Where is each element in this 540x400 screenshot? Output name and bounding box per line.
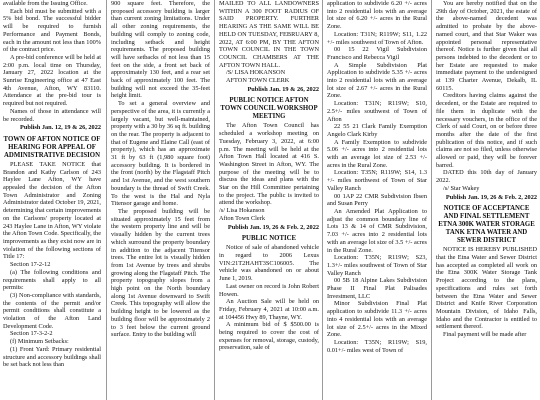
body-text: A minimum bid of $ $500.00 is being required to cover the cost of expenses for removal, storage, custody, preservation, sale of bbox=[219, 321, 319, 352]
column-4 bbox=[327, 0, 427, 400]
body-text: A Family Exemption to subdivide 5.06 +/- acres into 2 residential lots with an average lot size of 2.53 +/- acres in the Rural Zone. bbox=[327, 138, 427, 169]
column-2 bbox=[111, 0, 210, 400]
body-text: application to subdivide 6.20 +/- acres into 2 residential lots with an average lot size of 6.20 +/- acres in the Rural Zone. bbox=[327, 0, 427, 31]
body-text: Last owner on record is John Robert Howen. bbox=[219, 282, 319, 298]
body-text: 00 15 22 Vigil Subdivision Francisco and Rebecca Vigil bbox=[327, 46, 427, 61]
body-text: Final payment will be made after bbox=[443, 331, 527, 339]
body-text: 00 1AP 22 CMR Subdivision Ibsen and Susan Perry bbox=[327, 192, 427, 208]
body-text: Section 17-2-12 bbox=[10, 261, 51, 269]
body-text: The Afton Town Council has scheduled a workshop meeting on Tuesday, February 3, 2022, at 6:00 p.m. The meeting will be held at the Afton Town Hall located at 416 S. Washington Street in Afton, WY. The purpose of the meeting will be to discuss the ideas and plans with the Star on the Hill Committee pertaining to the project. The public is invited to attend the workshop. bbox=[219, 122, 319, 207]
signature-line: AFTON TOWN CLERK bbox=[226, 77, 290, 85]
body-text: (1) Front Yard: Primary residential structure and accessory buildings shall be set back not less than bbox=[3, 345, 101, 369]
publish-line: Publish Jan. 19 & 26, 2022 bbox=[247, 85, 319, 93]
notice-heading: PUBLIC NOTICE AFTON TOWN COUNCIL WORKSHOP MEETING bbox=[220, 97, 318, 121]
body-text: A pre-bid conference will be held at 2:00 p.m. local time on Thursday, January 27, 2022 location at the Sunrise Engineering office at 47 East 4th Avenue, Afton, WY 83110. Attendance at the pre-bid tour is required but not required. bbox=[3, 53, 101, 108]
body-text: A Simple Subdivision Plat Application to subdivide 5.35 +/- acres into 2 residential lots with an average lot size of 2.67 +/- acres in the Rural Zone. bbox=[327, 61, 427, 100]
column-1 bbox=[3, 0, 101, 400]
body-text: Location: T31N; R119W; S11, 1.22 +/- miles southwest of Town of Afton. bbox=[327, 30, 427, 46]
body-text: To set a general overview and perspective of the area, it is currently a largely vacant, but well-maintained, property with a 30 by 36 sq ft. building on the rear. The property is adjacent to that of Eugene and Elaine Call (east of property), which has an approximate 31 ft by 63 ft (1,980 square foot) accessory building. It is bordered in the front (north) by the Flagstaff Pitch and 1st Avenue, and the west southern boundary is the thread of Swift Creek. To the west is the Hal and Nyla Titensor garage and home. bbox=[111, 100, 210, 208]
body-text: PLEASE TAKE NOTICE that Brandon and Kathy Carlson of 243 Haylee Lane Afton, WY have appealed the decision of the Afton Town Administrator and Zoning Administrator dated October 19, 2021, determining that certain improvements on the Carlsons' property located at 243 Haylee Lane in Afton, WY violate the Afton Town Code. Specifically, the improvements as they exist now are in violation of the following sections of Title 17: bbox=[3, 160, 101, 261]
publish-line: Publish Jan. 12, 19 & 26, 2022 bbox=[20, 124, 101, 132]
column-divider bbox=[322, 0, 323, 400]
body-text: Location: T35N; R119W; S23, 1.3+/- miles southwest of Town of Star Valley Ranch bbox=[327, 254, 427, 277]
body-text: NOTICE IS HEREBY PUBLISHED that the Etna Water and Sewer District has accepted as completed all work on the Etna 300K Water Storage Tank Project according to the plans, specifications and rules set forth between the Etna Water and Sewer District and Knife River Corporation Mountain Division, of Idaho Falls, Idaho and the Contractor is entitled to settlement thereof. bbox=[436, 246, 537, 331]
body-text: Each bid must be submitted with a 5% bid bond. The successful bidder will be required to furnish Performance and Payment Bonds, each in the amount not less than 100% of the contract price. bbox=[3, 7, 101, 54]
body-text: (f) Minimum Setbacks: bbox=[10, 338, 69, 346]
body-text: available from the Issuing Office. bbox=[3, 0, 88, 7]
body-text: 900 square feet. Therefore, the proposed accessory building is larger than current zoning limitations. Under all other zoning requirements, the building will comply to zoning code, including setback and height requirements. The proposed building will have setbacks of not less than 15 feet on the side, a front set back of approximately 130 feet, and a rear set back of approximately 100 feet. The building will not exceed the 35-feet height limit. bbox=[111, 0, 210, 100]
notice-heading: NOTICE OF ACCEPTANCE AND FINAL SETTLEMENT ETNA 300K WATER STORAGE TANK ETNA WATER AND SEWER DISTRICT bbox=[438, 205, 535, 245]
body-text: (3) Non-compliance with standards, the contents of the permit and/or permit conditions shall constitute a violation of the Afton Land Development Code. bbox=[3, 291, 101, 330]
body-text: Location: T35N; R119W; S19, 0.01+/- miles west of Town of bbox=[327, 338, 427, 354]
body-text: DATED this 10th day of January 2022. bbox=[436, 169, 537, 185]
body-text: Notice of sale of abandoned vehicle in regard to 2006 Lexus VIN:21T2HAHT3SC106005. The vehicle was abandoned on or about June 1, 2019. bbox=[219, 244, 319, 283]
body-text: An Auction Sale will be held on Friday, February 4, 2021 at 10:00 a.m. at 104456 Hwy 89, Thayne, WY. bbox=[219, 298, 319, 321]
column-divider bbox=[214, 0, 215, 400]
body-text: Location: T31N; R119W; S10, 2.5+/- miles southwest of Town of Afton bbox=[327, 100, 427, 123]
signature-line: Afton Town Clerk bbox=[219, 214, 265, 222]
body-text: Minor Subdivision Final Plat application to subdivide 11.3 +/- acres into 4 residential lots with an average lot size of 2.5+/- acres in the Mixed Zone. bbox=[327, 300, 427, 339]
column-divider bbox=[106, 0, 107, 400]
column-5 bbox=[436, 0, 537, 400]
notice-heading: TOWN OF AFTON NOTICE OF HEARING FOR APPEAL OF ADMINISTRATIVE DECISION bbox=[3, 135, 101, 159]
body-text: 22 55 21 Clark Family Exemption Angelo Clark Kirby bbox=[327, 123, 427, 138]
column-divider bbox=[431, 0, 432, 400]
column-3 bbox=[219, 0, 319, 400]
body-text: Section 17-3-2-2 bbox=[10, 330, 53, 338]
signature-line: /S/ LISA HOKANSON bbox=[226, 69, 286, 77]
body-text: Location: T35N; R119W; S14, 1.3 +/- miles northwest of Town of Star Valley Ranch bbox=[327, 169, 427, 192]
notice-heading: PUBLIC NOTICE bbox=[241, 235, 297, 243]
body-text: You are hereby notified that on the 29th day of October, 2021, the estate of the above-named decedent was admitted to probate by the above-named court, and that Star Waker was appointed personal representative thereof. Notice is further given that all persons indebted to the decedent or to her Estate are requested to make immediate payment to the undersigned at 139 Charter Avenue, Dekalb, IL 60115. bbox=[436, 0, 537, 92]
body-text: The proposed building will be situated approximately 15 feet from the western property line and will be visually hidden by the current trees which surround the property boundary in addition to the adjacent Titensor trees. The entire lot is visually hidden from 1st Avenue by trees and shrubs growing along the Flagstaff Pitch. The property topography slopes from a high point on the North boundary along 1st Avenue downward to Swift Creek. This topography will allow the building height to be lowered as the building floor will be approximately 2 to 3 feet below the current ground surface. Entry to the building will bbox=[111, 207, 210, 339]
body-text: An Amended Plat Application to adjust the common boundary line of Lots 13 & 14 of CMR Subdivision, 7.03 +/- acres into 2 residential lots with an average lot size of 3.5 +/- acres in the Rural Zone. bbox=[327, 207, 427, 254]
signature-line: /s/ Star Wakey bbox=[443, 184, 480, 192]
body-text: MAILED TO ALL LANDOWNERS WITHIN A 300 FOOT RADIUS OF SAID PROPERTY. FURTHER HEARING AS THE SAME WILL BE HELD ON TUESDAY, FEBRUARY 8, 2022, AT 6:00 PM, BY THE AFTON TOWN COUNCIL IN THE TOWN COUNCIL CHAMBERS AT THE AFTON TOWN HALL. bbox=[219, 0, 319, 69]
publish-line: Publish Jan. 19, 26 & Feb. 2, 2022 bbox=[445, 193, 537, 201]
body-text: (a) The following conditions and requirements shall apply to all permits: bbox=[3, 268, 101, 292]
body-text: Creditors having claims against the decedent, or the Estate are required to file them in duplicate with the necessary vouchers, in the office of the Clerk of said Court, on or before three months after the date of the first publication of this notice, and if such claims are not so filed, unless otherwise allowed or paid, they will be forever barred. bbox=[436, 92, 537, 169]
body-text: Names of those in attendance will be recorded. bbox=[3, 107, 101, 123]
signature-line: /s/ Lisa Hokanson bbox=[219, 207, 265, 215]
body-text: 00 5B 18 Alpine Lakes Subdivision Phase II Final Plat Palisades Investment, LLC bbox=[327, 277, 427, 300]
publish-line: Publish Jan. 19, 26 & Feb. 2, 2022 bbox=[227, 223, 319, 231]
